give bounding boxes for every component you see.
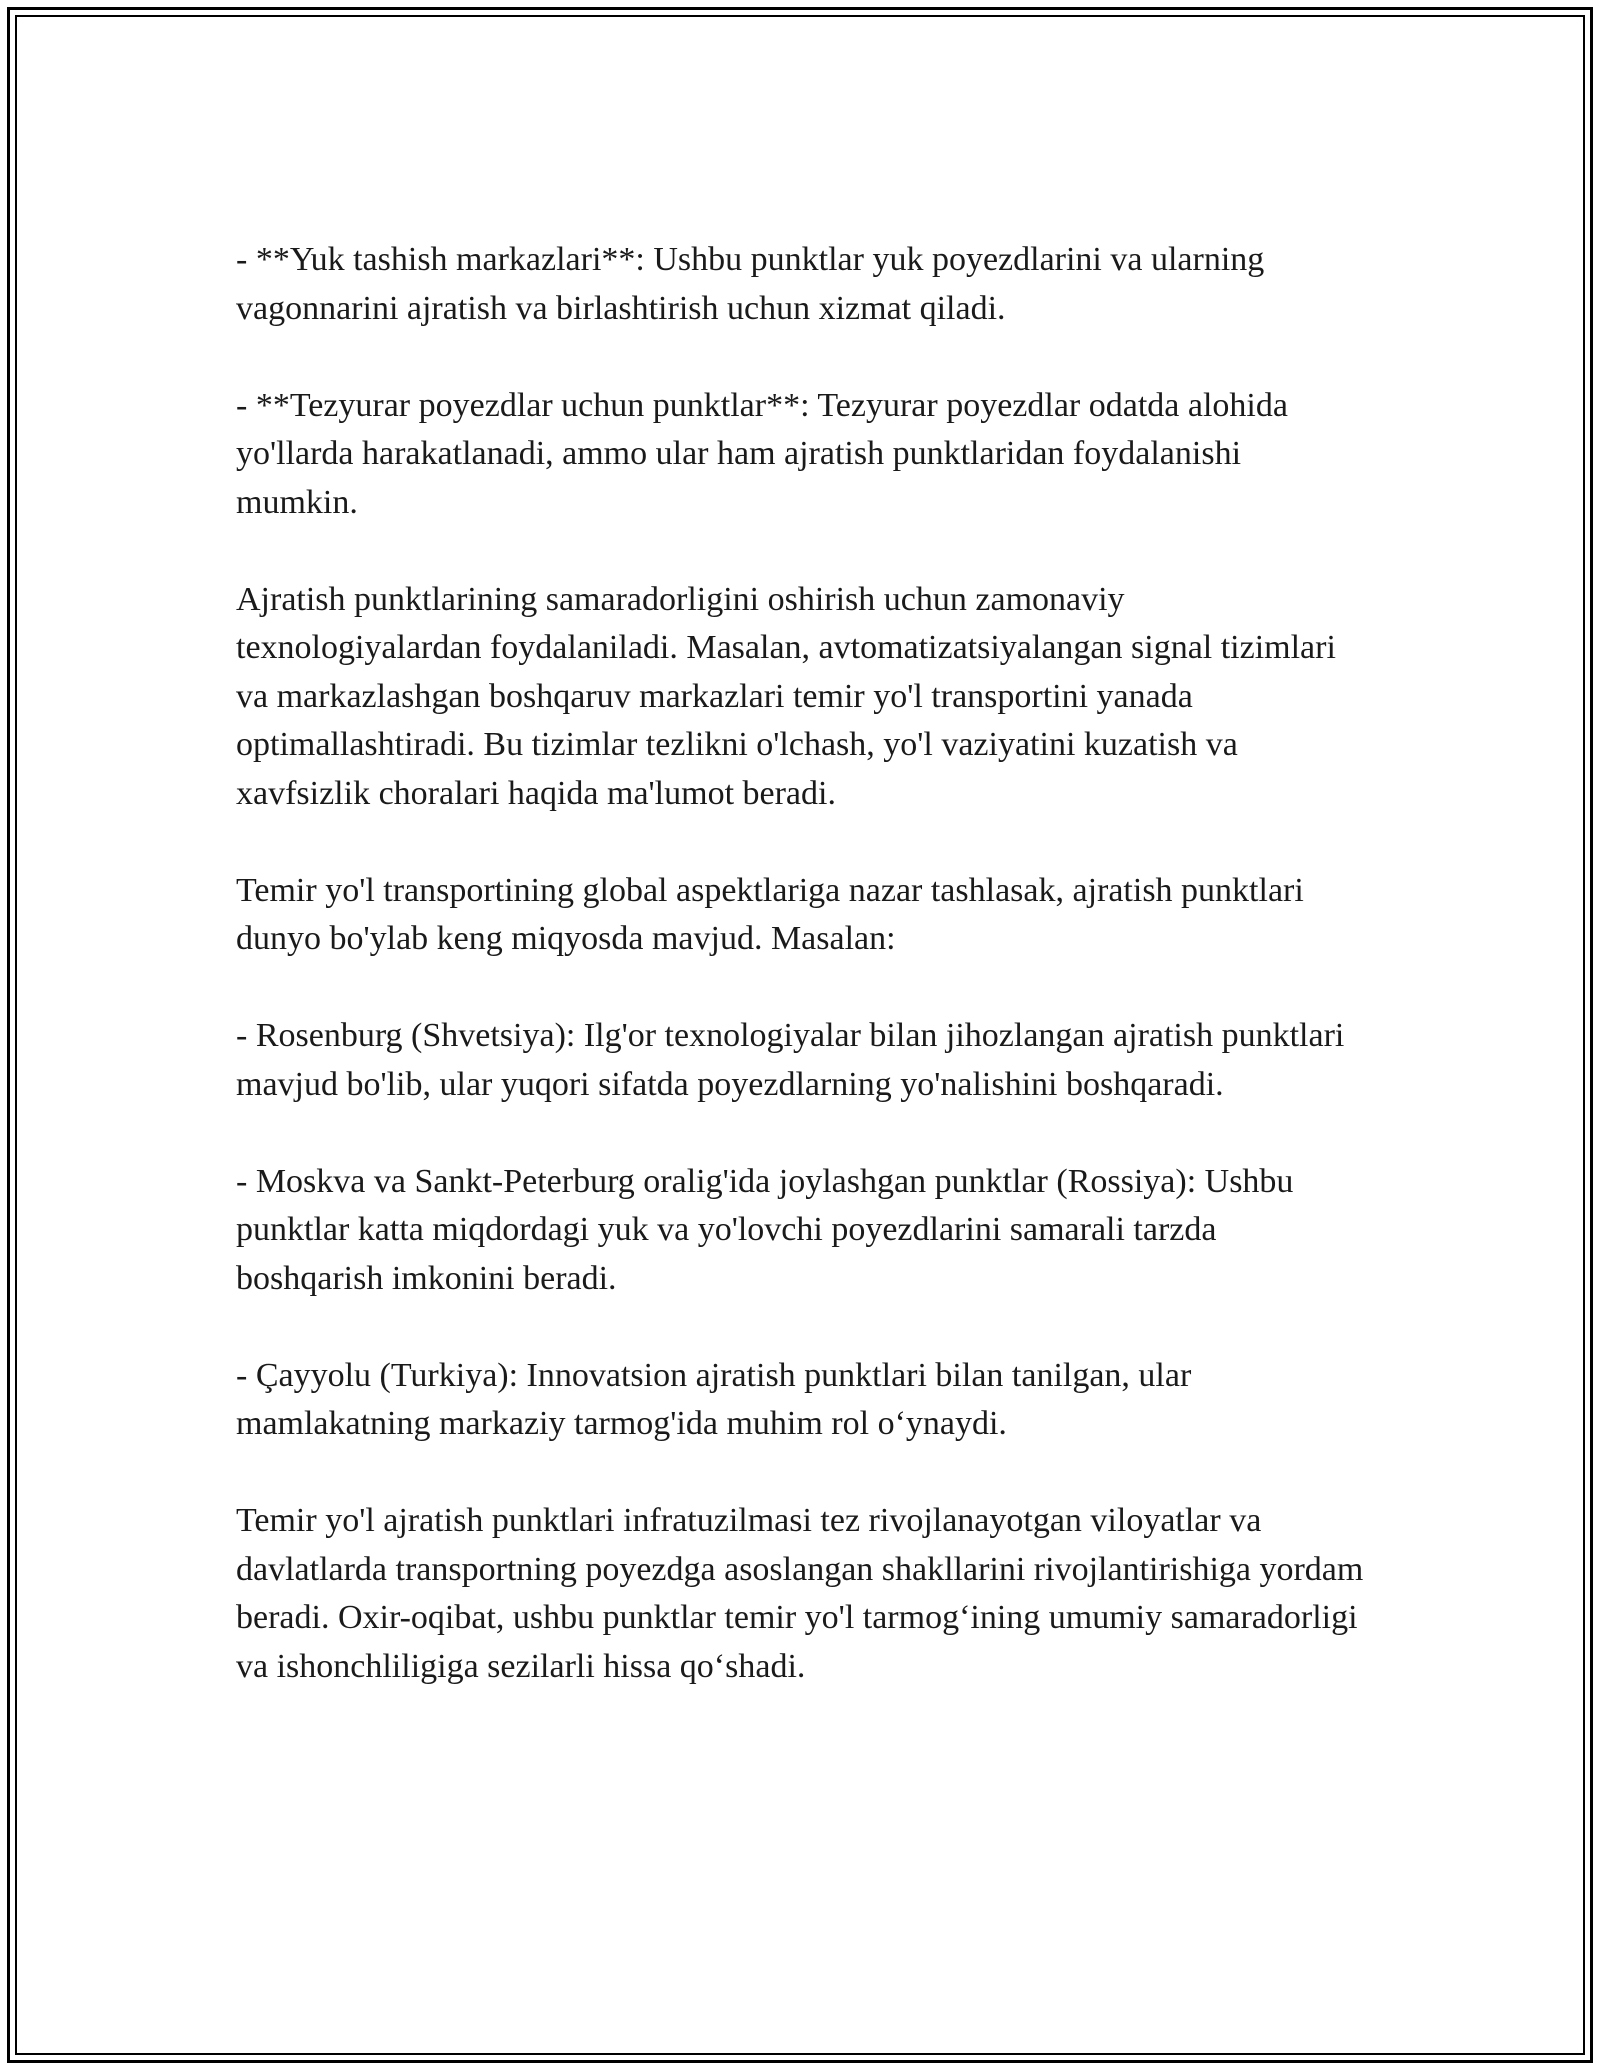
paragraph-global-aspects: Temir yo'l transportining global aspektlariga nazar tashlasak, ajratish punktlari dunyo bo'ylab keng miqyosda mavjud. Masalan: <box>236 871 1304 957</box>
paragraph-cayyolu: - Çayyolu (Turkiya): Innovatsion ajratish punktlari bilan tanilgan, ular mamlakatning markaziy tarmog'ida muhim rol o‘ynaydi. <box>236 1356 1192 1442</box>
paragraph-rosenburg: - Rosenburg (Shvetsiya): Ilg'or texnologiyalar bilan jihozlangan ajratish punktlari mavjud bo'lib, ular yuqori sifatda poyezdlarning yo'nalishini boshqaradi. <box>236 1017 1345 1103</box>
document-body <box>236 236 1366 1740</box>
paragraph-moscow-st-petersburg: - Moskva va Sankt-Peterburg oralig'ida joylashgan punktlar (Rossiya): Ushbu punktlar katta miqdordagi yuk va yo'lovchi poyezdlarini samarali tarzda boshqarish imkonini beradi. <box>236 1162 1294 1297</box>
paragraph-high-speed-points: - **Tezyurar poyezdlar uchun punktlar**: Tezyurar poyezdlar odatda alohida yo'llarda harakatlanadi, ammo ular ham ajratish punktlaridan foydalanishi mumkin. <box>236 386 1288 521</box>
paragraph-freight-centers: - **Yuk tashish markazlari**: Ushbu punktlar yuk poyezdlarini va ularning vagonnarini ajratish va birlashtirish uchun xizmat qiladi. <box>236 241 1265 327</box>
paragraph-conclusion: Temir yo'l ajratish punktlari infratuzilmasi tez rivojlanayotgan viloyatlar va davlatlarda transportning poyezdga asoslangan shakllarini rivojlantirishiga yordam beradi. Oxir-oqibat, ushbu punktlar temir yo'l tarmog‘ining umumiy samaradorligi va ishonchliligiga sezilarli hissa qo‘shadi. <box>236 1502 1364 1685</box>
paragraph-modern-technologies: Ajratish punktlarining samaradorligini oshirish uchun zamonaviy texnologiyalardan foydalaniladi. Masalan, avtomatizatsiyalangan signal tizimlari va markazlashgan boshqaruv markazlari temir yo'l transportini yanada optimallashtiradi. Bu tizimlar tezlikni o'lchash, yo'l vaziyatini kuzatish va xavfsizlik choralari haqida ma'lumot beradi. <box>236 580 1336 812</box>
